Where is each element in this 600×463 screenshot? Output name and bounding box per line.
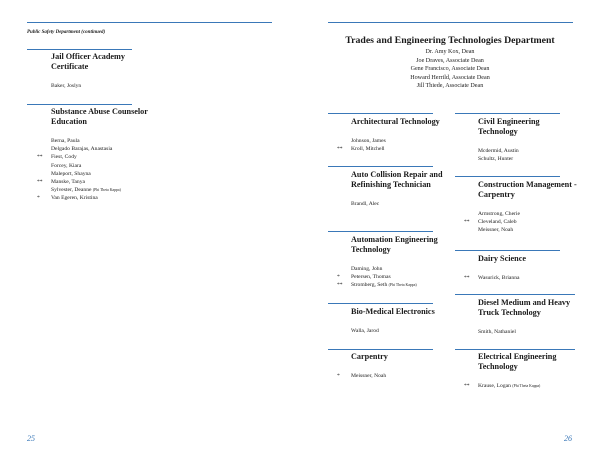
continuation-header: Public Safety Department (continued) <box>27 30 106 35</box>
student-name: Daming, John <box>351 266 383 272</box>
section-carpentry <box>337 352 451 380</box>
section-civil-engineering <box>478 117 578 163</box>
section-title: Construction Management - Carpentry <box>478 180 577 199</box>
section-jail-officer <box>51 52 161 90</box>
page-number: 25 <box>27 434 35 443</box>
student-name: Smith, Nathaniel <box>478 329 516 335</box>
student-name: ** Cleveland, Caleb <box>464 219 517 226</box>
section-dairy-science <box>464 254 578 282</box>
section-architectural <box>337 117 451 153</box>
dean-name: Gene Francisco, Associate Dean <box>410 66 490 73</box>
student-name: ** Stromberg, Seth (Phi Theta Kappa) <box>337 282 417 289</box>
student-list <box>37 137 161 203</box>
section-title: Electrical Engineering Technology <box>478 352 557 371</box>
student-name: Sylvester, Deanne (Phi Theta Kappa) <box>51 187 121 194</box>
student-name: Baker, Joslyn <box>51 83 82 89</box>
section-title: Auto Collision Repair and Refinishing Technician <box>351 170 443 189</box>
student-name: Delgado Barajas, Anastasia <box>51 146 113 153</box>
honor-mark: * <box>37 195 40 202</box>
section-rule <box>455 250 560 251</box>
section-rule <box>455 294 575 295</box>
student-list <box>478 147 578 163</box>
section-title: Dairy Science <box>478 254 526 263</box>
dean-name: Jill Thiede, Associate Dean <box>416 83 484 90</box>
student-list <box>464 210 578 235</box>
section-rule <box>27 104 132 105</box>
student-name: Mcdermid, Austin <box>478 148 519 154</box>
section-rule <box>27 49 132 50</box>
deans-list <box>330 48 570 91</box>
honor-society-note: (Phi Theta Kappa) <box>388 283 417 288</box>
student-list <box>351 327 451 335</box>
student-list <box>478 328 578 336</box>
student-name: Schultz, Hunter <box>478 156 514 163</box>
header-rule <box>27 22 272 23</box>
student-name: Maleport, Shayna <box>51 170 91 177</box>
student-name: * Meissner, Noah <box>337 373 387 379</box>
honor-mark: ** <box>464 219 470 226</box>
department-title: Trades and Engineering Technologies Department <box>345 35 555 46</box>
honor-mark: ** <box>37 179 43 186</box>
student-name: Meissner, Noah <box>478 227 514 234</box>
honor-mark: ** <box>337 282 343 289</box>
section-electrical-engineering <box>464 352 583 390</box>
section-title: Jail Officer Academy Certificate <box>51 52 125 71</box>
honor-society-note: (Phi Theta Kappa) <box>92 188 121 193</box>
section-rule <box>328 231 433 232</box>
section-title: Substance Abuse Counselor Education <box>51 107 148 126</box>
student-list <box>337 137 451 153</box>
section-diesel-truck <box>478 298 578 336</box>
student-list <box>464 382 583 390</box>
dean-name: Howard Herrild, Associate Dean <box>410 74 490 81</box>
student-name: Berna, Paula <box>51 138 80 144</box>
student-list <box>337 372 451 380</box>
honor-mark: ** <box>464 275 470 281</box>
student-name: Johnson, James <box>351 138 386 144</box>
student-name: Brandl, Alec <box>351 201 380 207</box>
student-name: Armstrong, Cherie <box>478 211 520 217</box>
honor-mark: ** <box>464 383 470 389</box>
section-title: Automation Engineering Technology <box>351 235 438 254</box>
student-name: * Van Egeren, Kristina <box>37 195 98 202</box>
section-rule <box>455 113 560 114</box>
student-name: ** Manske, Tanya <box>37 179 85 186</box>
dean-name: Dr. Amy Kox, Dean <box>425 49 475 55</box>
honor-mark: ** <box>337 146 343 153</box>
section-rule <box>328 166 433 167</box>
page-number: 26 <box>564 434 572 443</box>
student-list <box>351 200 447 208</box>
section-title: Diesel Medium and Heavy Truck Technology <box>478 298 571 317</box>
section-title: Carpentry <box>351 352 388 361</box>
honor-mark: * <box>337 274 340 281</box>
section-title: Civil Engineering Technology <box>478 117 540 136</box>
student-name: Walla, Jarod <box>351 328 379 334</box>
honor-mark: ** <box>37 154 43 161</box>
student-list <box>337 265 451 290</box>
student-name: ** Fiest, Cody <box>37 154 77 161</box>
honor-society-note: (Phi Theta Kappa) <box>512 384 541 388</box>
section-construction-management <box>464 180 578 235</box>
right-page <box>300 0 600 463</box>
section-automation <box>337 235 451 290</box>
student-name: * Petersen, Thomas <box>337 274 391 281</box>
section-rule <box>328 303 433 304</box>
student-name: ** Krause, Logan (Phi Theta Kappa) <box>464 383 541 389</box>
section-rule <box>328 349 433 350</box>
honor-mark: * <box>337 373 340 379</box>
student-name: Forcey, Kiara <box>51 162 82 169</box>
header-rule <box>328 22 573 23</box>
dean-name: Joe Draves, Associate Dean <box>416 57 484 64</box>
section-auto-collision <box>351 170 447 208</box>
section-rule <box>455 176 560 177</box>
section-substance-abuse <box>37 107 161 203</box>
section-title: Architectural Technology <box>351 117 440 126</box>
student-name: ** Wasurick, Brianna <box>464 275 520 281</box>
section-title: Bio-Medical Electronics <box>351 307 435 316</box>
student-list <box>464 274 578 282</box>
student-name: ** Kroll, Mitchell <box>337 146 385 153</box>
student-list <box>51 82 161 90</box>
section-rule <box>328 113 433 114</box>
section-rule <box>455 349 575 350</box>
section-bio-medical <box>351 307 451 335</box>
